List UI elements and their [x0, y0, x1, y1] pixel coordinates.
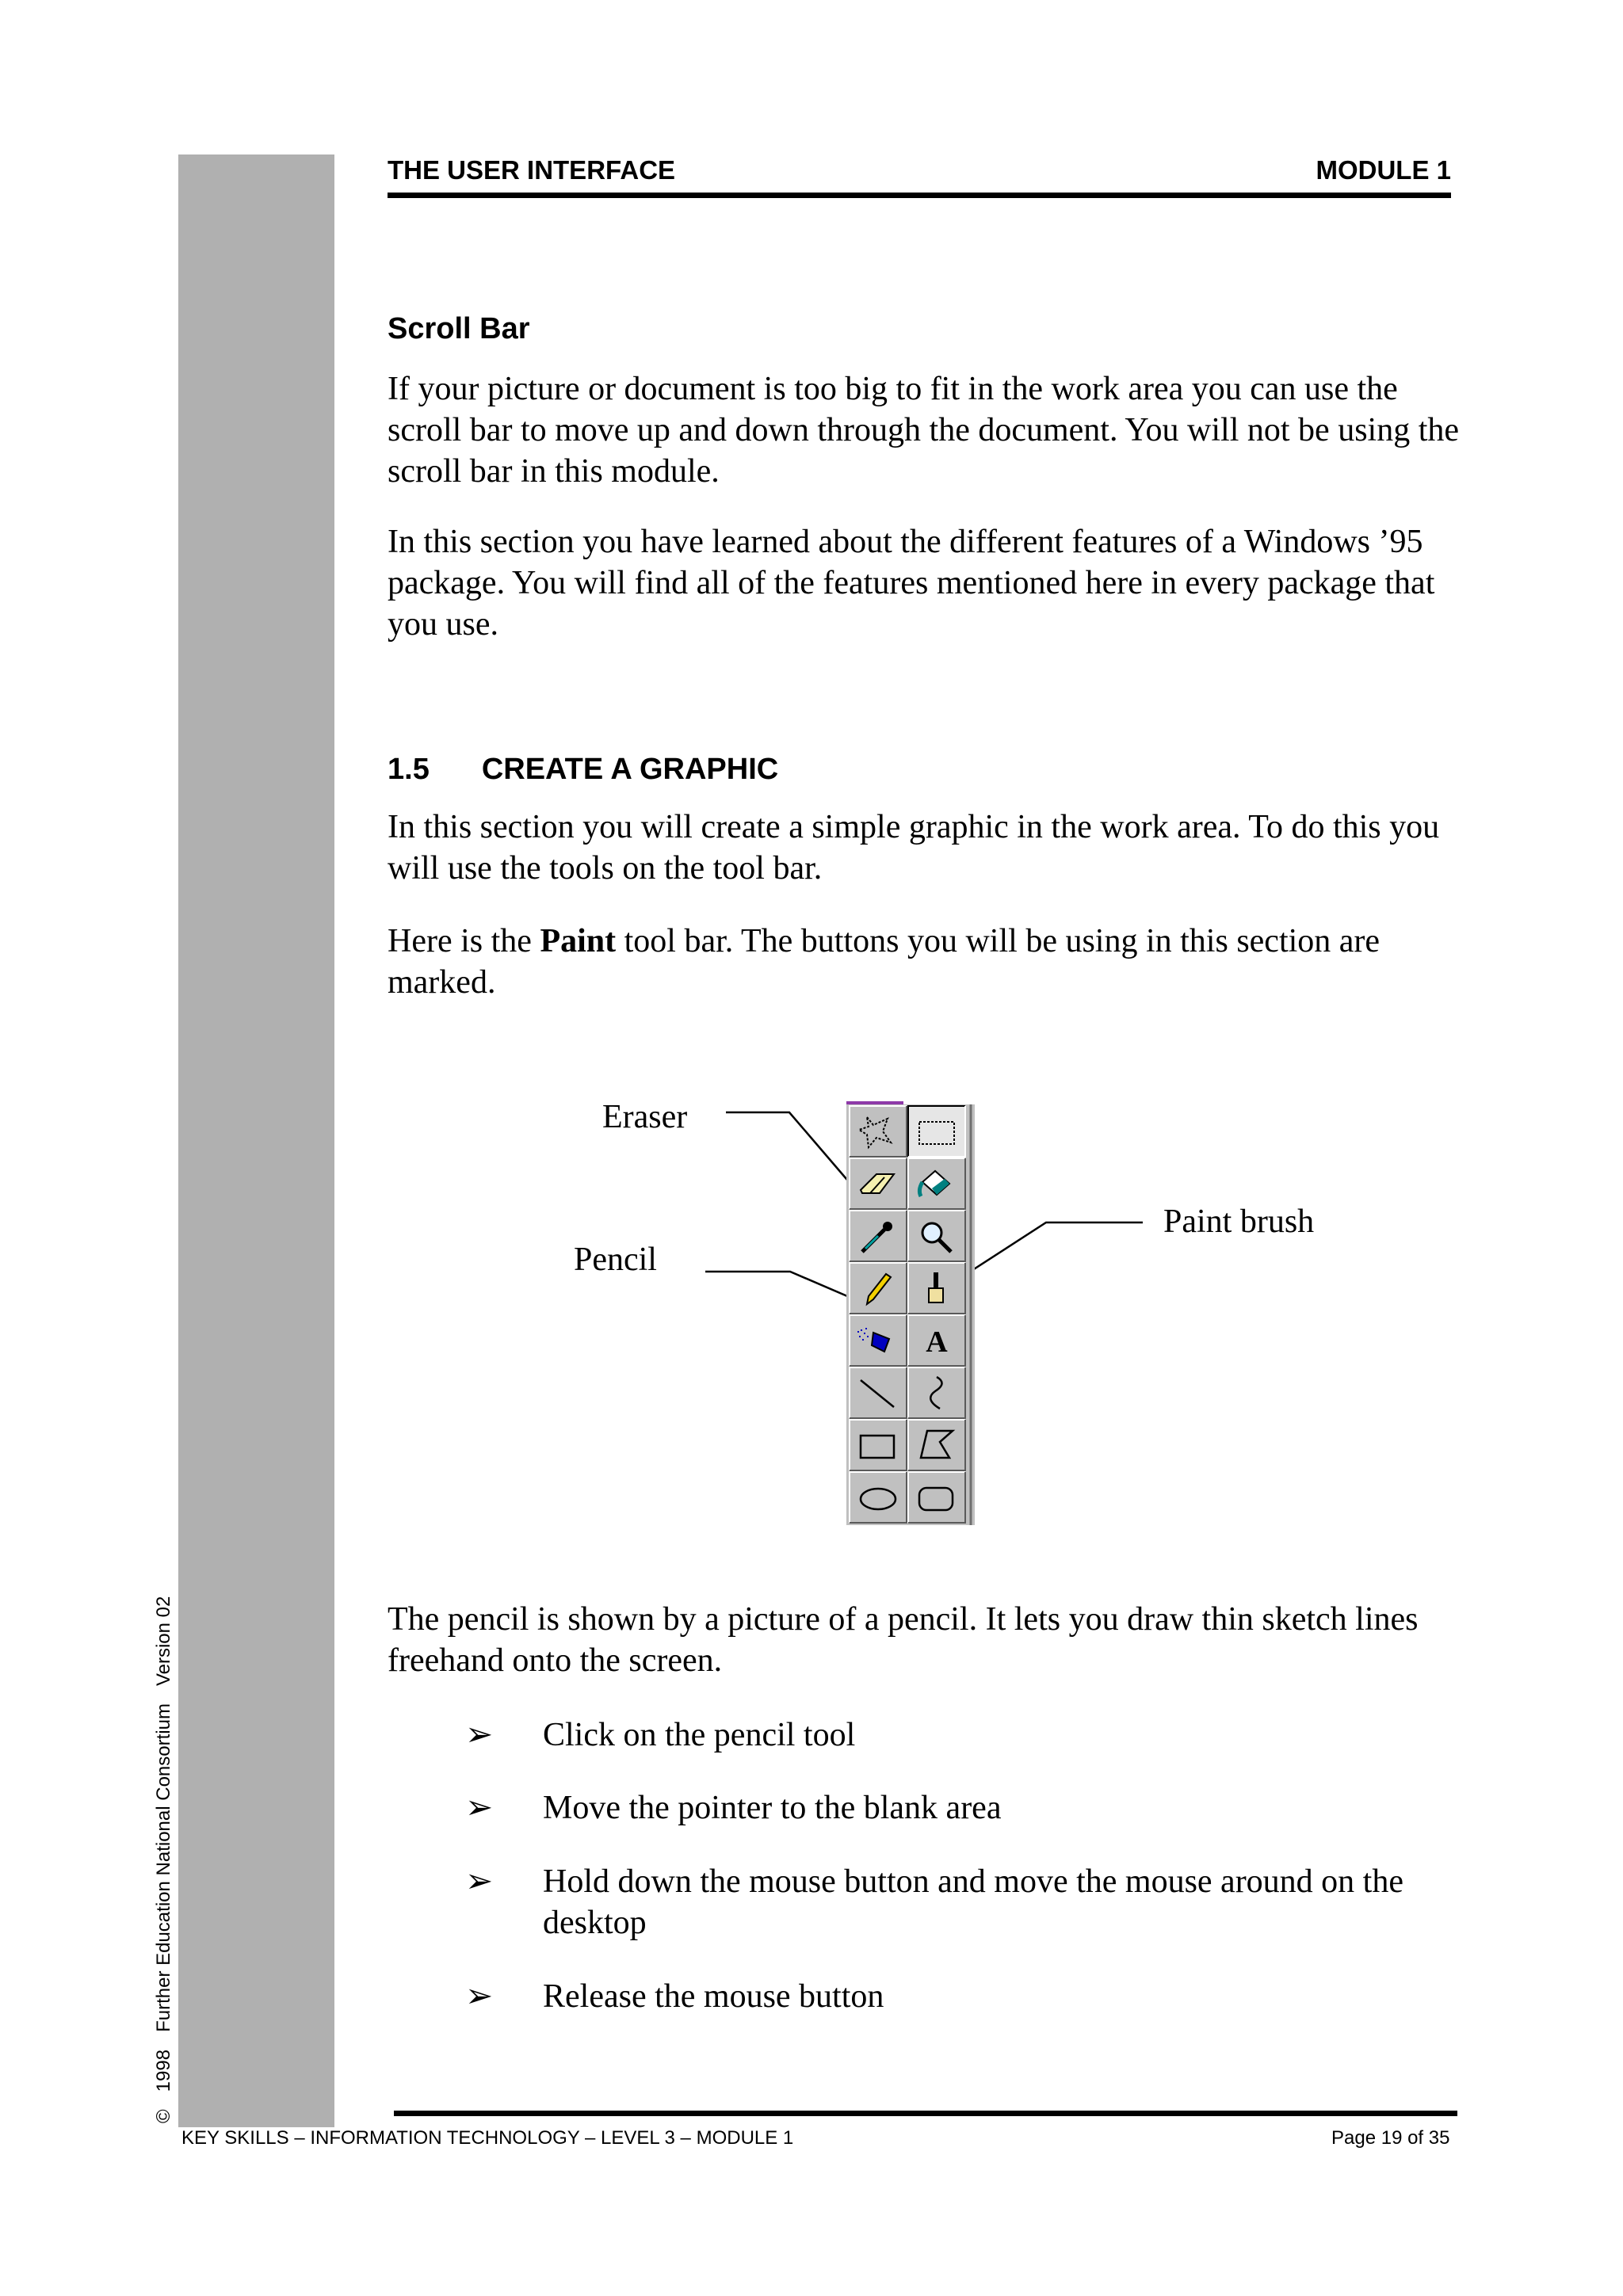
bullet-arrow-icon: ➢	[465, 1717, 494, 1753]
text-icon[interactable]	[908, 1315, 965, 1366]
pencil-icon[interactable]	[850, 1263, 907, 1314]
toolbar-tools	[846, 1101, 975, 1525]
select-icon[interactable]	[908, 1106, 965, 1157]
toolbar-intro-pre: Here is the	[388, 923, 540, 959]
toolbar-intro-post: tool bar. The buttons you will be using in this section are marked.	[388, 923, 1381, 1001]
airbrush-icon[interactable]	[850, 1315, 907, 1366]
brush-icon[interactable]	[908, 1263, 965, 1314]
scroll-bar-paragraph: If your picture or document is too big to fit in the work area you can use the scroll bar to move up and down through the document. You will not be using the scroll bar in this module.	[388, 371, 1460, 490]
eraser-callout: Eraser	[602, 1099, 688, 1135]
svg-text:A: A	[926, 1325, 948, 1359]
footer-page-number: Page 19 of 35	[1331, 2127, 1450, 2149]
toolbar-intro-paragraph	[388, 921, 1465, 1003]
sidebar-band	[178, 154, 334, 2127]
section-number: 1.5	[388, 753, 430, 786]
bullet-arrow-icon: ➢	[465, 1790, 494, 1826]
magnifier-icon[interactable]	[908, 1211, 965, 1261]
pick-color-icon[interactable]	[850, 1211, 907, 1261]
copyright-symbol: ©	[153, 2109, 174, 2123]
summary-paragraph: In this section you have learned about the different features of a Windows ’95 package. You will find all of the features mentioned here in every package that you use.	[388, 524, 1435, 643]
ellipse-icon[interactable]	[850, 1472, 907, 1523]
eraser-icon[interactable]	[850, 1158, 907, 1209]
section-title: CREATE A GRAPHIC	[481, 753, 779, 786]
pencil-description: The pencil is shown by a picture of a pencil. It lets you draw thin sketch lines freehand onto the screen.	[388, 1601, 1419, 1679]
scroll-bar-heading: Scroll Bar	[388, 312, 530, 345]
copyright-version: Version 02	[153, 1596, 174, 1687]
create-graphic-heading	[388, 753, 778, 787]
paint-toolbar	[846, 1101, 975, 1525]
step-text: Release the mouse button	[543, 1978, 884, 2015]
copyright-year: 1998	[153, 2049, 174, 2092]
sidebar-copyright	[153, 1579, 175, 2123]
free-form-select-icon[interactable]	[850, 1106, 907, 1157]
copyright-org: Further Education National Consortium	[153, 1703, 174, 2032]
footer-rule	[394, 2111, 1457, 2116]
bullet-arrow-icon: ➢	[465, 1978, 494, 2015]
fill-with-color-icon[interactable]	[908, 1158, 965, 1209]
paint-keyword: Paint	[540, 923, 617, 959]
paint-brush-callout: Paint brush	[1163, 1203, 1315, 1240]
step-text: Click on the pencil tool	[543, 1717, 856, 1753]
polygon-icon[interactable]	[908, 1420, 965, 1470]
pencil-callout: Pencil	[574, 1241, 657, 1278]
header-module: MODULE 1	[1316, 155, 1451, 185]
header-title: THE USER INTERFACE	[388, 155, 676, 185]
header-rule	[388, 193, 1451, 198]
step-text: Move the pointer to the blank area	[543, 1790, 1002, 1826]
page-header	[388, 155, 1451, 185]
bullet-arrow-icon: ➢	[465, 1863, 494, 1900]
step-text: Hold down the mouse button and move the mouse around on the desktop	[543, 1863, 1403, 1941]
rounded-rectangle-icon[interactable]	[908, 1472, 965, 1523]
rectangle-icon[interactable]	[850, 1420, 907, 1470]
footer-course: KEY SKILLS – INFORMATION TECHNOLOGY – LEVEL 3 – MODULE 1	[181, 2127, 794, 2149]
line-icon[interactable]	[850, 1367, 907, 1418]
curve-icon[interactable]	[908, 1367, 965, 1418]
create-graphic-paragraph: In this section you will create a simple graphic in the work area. To do this you will use the tools on the tool bar.	[388, 809, 1440, 887]
